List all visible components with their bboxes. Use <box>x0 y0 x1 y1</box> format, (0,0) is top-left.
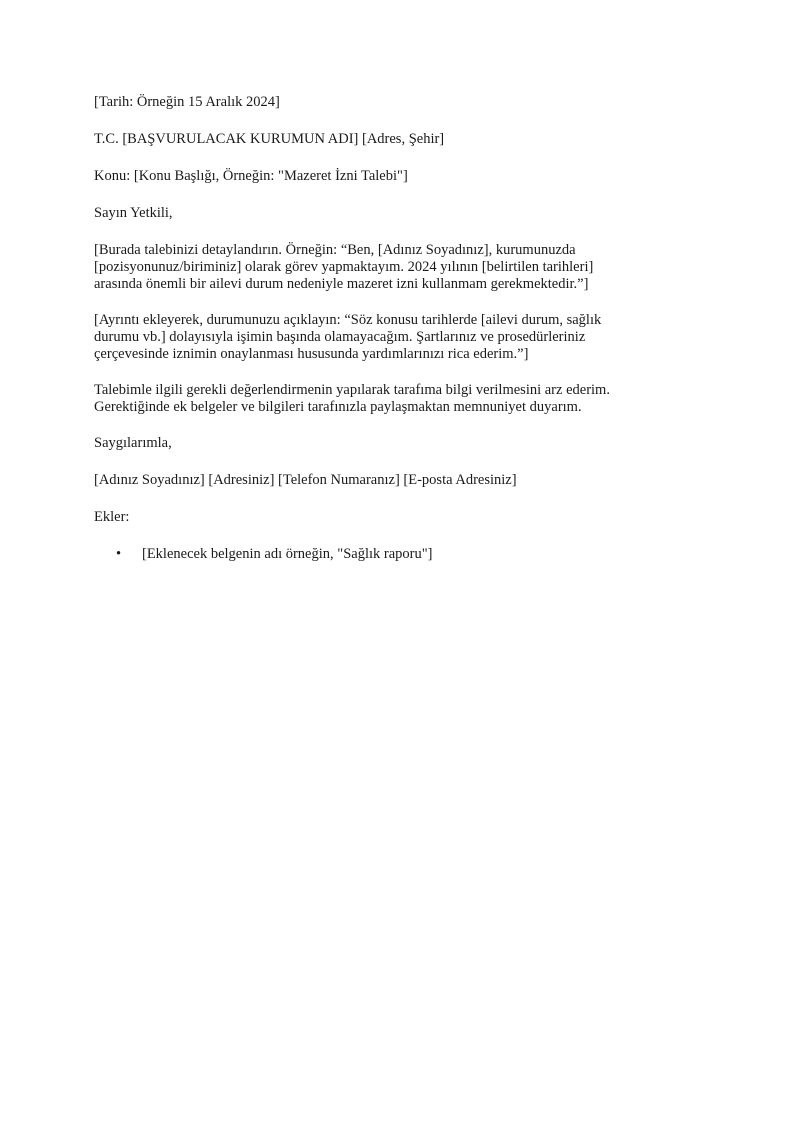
request-paragraph-line: arasında önemli bir ailevi durum nedeniyle mazeret izni kullanmam gerekmektedir.”] <box>94 276 589 292</box>
letter-salutation: Sayın Yetkili, <box>94 205 173 221</box>
attachments-label: Ekler: <box>94 509 130 525</box>
letter-signature: [Adınız Soyadınız] [Adresiniz] [Telefon Numaranız] [E-posta Adresiniz] <box>94 472 517 488</box>
letter-recipient: T.C. [BAŞVURULACAK KURUMUN ADI] [Adres, Şehir] <box>94 131 445 147</box>
attachment-item-label: [Eklenecek belgenin adı örneğin, "Sağlık raporu"] <box>142 546 433 562</box>
detail-paragraph <box>94 312 674 363</box>
detail-paragraph-line: durumu vb.] dolayısıyla işimin başında olamayacağım. Şartlarınız ve prosedürleriniz <box>94 329 586 345</box>
attachment-item <box>94 546 674 563</box>
request-paragraph <box>94 242 674 293</box>
attachments-list <box>94 546 674 563</box>
letter-closing: Saygılarımla, <box>94 435 172 451</box>
detail-paragraph-line: [Ayrıntı ekleyerek, durumunuzu açıklayın: “Söz konusu tarihlerde [ailevi durum, sağlık <box>94 312 602 328</box>
letter-body <box>94 94 674 563</box>
bullet-icon: • <box>116 546 122 562</box>
request-paragraph-line: [Burada talebinizi detaylandırın. Örneğin: “Ben, [Adınız Soyadınız], kurumunuzda <box>94 242 576 258</box>
detail-paragraph-line: çerçevesinde iznimin onaylanması hususunda yardımlarınızı rica ederim.”] <box>94 346 529 362</box>
request-paragraph-line: [pozisyonunuz/biriminiz] olarak görev yapmaktayım. 2024 yılının [belirtilen tarihleri] <box>94 259 594 275</box>
letter-subject: Konu: [Konu Başlığı, Örneğin: "Mazeret İzni Talebi"] <box>94 168 408 184</box>
closing-paragraph <box>94 382 674 416</box>
closing-paragraph-line: Talebimle ilgili gerekli değerlendirmenin yapılarak tarafıma bilgi verilmesini arz ederim. <box>94 382 610 398</box>
closing-paragraph-line: Gerektiğinde ek belgeler ve bilgileri tarafınızla paylaşmaktan memnuniyet duyarım. <box>94 399 582 415</box>
letter-date: [Tarih: Örneğin 15 Aralık 2024] <box>94 94 280 110</box>
